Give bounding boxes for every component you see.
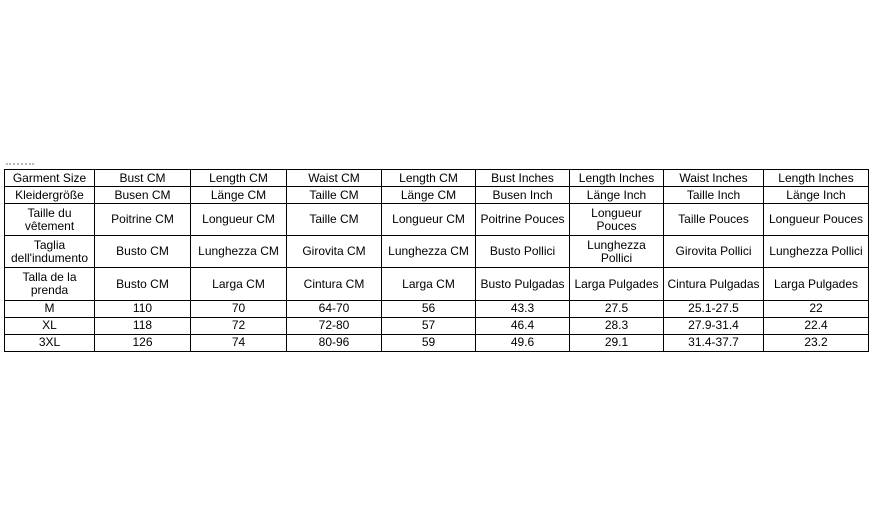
header-cell: Girovita CM (287, 236, 382, 268)
value-cell: 28.3 (570, 317, 664, 334)
header-cell: Poitrine CM (95, 204, 191, 236)
header-cell: Length CM (191, 170, 287, 187)
header-cell: Longueur Pouces (764, 204, 869, 236)
header-cell: Taille Inch (664, 187, 764, 204)
value-cell: 22 (764, 300, 869, 317)
header-cell: Busto Pulgadas (476, 268, 570, 300)
header-cell: Cintura Pulgadas (664, 268, 764, 300)
value-cell: 27.5 (570, 300, 664, 317)
header-cell: Waist Inches (664, 170, 764, 187)
value-cell: 72-80 (287, 317, 382, 334)
header-cell: Taille CM (287, 204, 382, 236)
header-cell: Talla de la prenda (5, 268, 95, 300)
header-cell: Longueur CM (382, 204, 476, 236)
header-cell: Girovita Pollici (664, 236, 764, 268)
header-cell: Longueur Pouces (570, 204, 664, 236)
value-cell: 59 (382, 334, 476, 351)
header-cell: Larga Pulgades (764, 268, 869, 300)
header-cell: Length CM (382, 170, 476, 187)
header-cell: Lunghezza Pollici (570, 236, 664, 268)
header-cell: Lunghezza CM (382, 236, 476, 268)
header-cell: Length Inches (764, 170, 869, 187)
value-cell: 56 (382, 300, 476, 317)
value-cell: 25.1-27.5 (664, 300, 764, 317)
size-chart-table (4, 169, 869, 352)
header-cell: Larga CM (191, 268, 287, 300)
value-cell: 118 (95, 317, 191, 334)
header-cell: Taglia dell'indumento (5, 236, 95, 268)
header-row-english (5, 170, 869, 187)
value-cell: 70 (191, 300, 287, 317)
value-cell: 22.4 (764, 317, 869, 334)
header-cell: Busto Pollici (476, 236, 570, 268)
value-cell: 72 (191, 317, 287, 334)
header-cell: Taille CM (287, 187, 382, 204)
header-cell: Lunghezza CM (191, 236, 287, 268)
header-cell: Busen Inch (476, 187, 570, 204)
header-row-french (5, 204, 869, 236)
header-cell: Bust CM (95, 170, 191, 187)
header-cell: Taille Pouces (664, 204, 764, 236)
header-cell: Length Inches (570, 170, 664, 187)
header-cell: Poitrine Pouces (476, 204, 570, 236)
value-cell: 43.3 (476, 300, 570, 317)
header-cell: Taille du vêtement (5, 204, 95, 236)
header-cell: Cintura CM (287, 268, 382, 300)
value-cell: 74 (191, 334, 287, 351)
header-cell: Garment Size (5, 170, 95, 187)
value-cell: 31.4-37.7 (664, 334, 764, 351)
header-cell: Lunghezza Pollici (764, 236, 869, 268)
table-row (5, 317, 869, 334)
value-cell: 23.2 (764, 334, 869, 351)
header-cell: Bust Inches (476, 170, 570, 187)
table-row (5, 334, 869, 351)
header-cell: Länge CM (191, 187, 287, 204)
value-cell: 64-70 (287, 300, 382, 317)
header-cell: Länge Inch (570, 187, 664, 204)
size-cell: XL (5, 317, 95, 334)
header-cell: Länge CM (382, 187, 476, 204)
header-cell: Longueur CM (191, 204, 287, 236)
size-cell: M (5, 300, 95, 317)
header-cell: Länge Inch (764, 187, 869, 204)
value-cell: 46.4 (476, 317, 570, 334)
header-row-italian (5, 236, 869, 268)
header-cell: Waist CM (287, 170, 382, 187)
header-cell: Kleidergröße (5, 187, 95, 204)
header-cell: Busto CM (95, 268, 191, 300)
header-cell: Larga CM (382, 268, 476, 300)
value-cell: 27.9-31.4 (664, 317, 764, 334)
value-cell: 49.6 (476, 334, 570, 351)
value-cell: 80-96 (287, 334, 382, 351)
size-cell: 3XL (5, 334, 95, 351)
value-cell: 29.1 (570, 334, 664, 351)
header-cell: Larga Pulgades (570, 268, 664, 300)
header-cell: Busto CM (95, 236, 191, 268)
header-row-spanish (5, 268, 869, 300)
value-cell: 57 (382, 317, 476, 334)
value-cell: 110 (95, 300, 191, 317)
table-row (5, 300, 869, 317)
header-cell: Busen CM (95, 187, 191, 204)
header-row-german (5, 187, 869, 204)
value-cell: 126 (95, 334, 191, 351)
